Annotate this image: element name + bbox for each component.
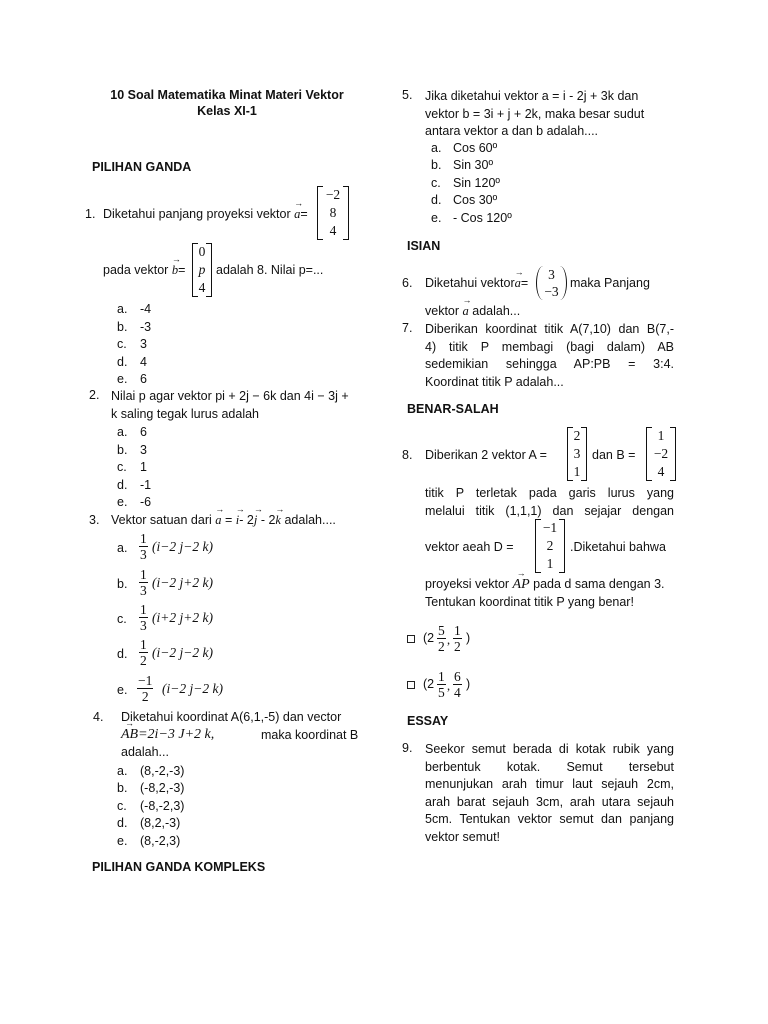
q3-minus2: - 2 bbox=[239, 513, 254, 527]
q8-choice-2-fraction1 bbox=[437, 669, 446, 700]
q6-text-c-label: vektor bbox=[425, 304, 460, 318]
q9-number: 9. bbox=[402, 741, 413, 755]
q3-option-c-expr: (i+2 j+2 k) bbox=[152, 610, 213, 625]
q8-matrix-d bbox=[535, 519, 565, 573]
q9-text bbox=[425, 741, 674, 847]
option-text: -6 bbox=[140, 495, 152, 510]
q8-matrix-b-cell: 4 bbox=[657, 464, 665, 479]
checkbox-icon[interactable] bbox=[407, 681, 415, 689]
q5-option-e[interactable] bbox=[431, 210, 512, 227]
section-pilihan-ganda: PILIHAN GANDA bbox=[92, 160, 192, 174]
q3-text-a: Vektor satuan dari bbox=[111, 513, 212, 527]
option-label: d. bbox=[117, 354, 128, 369]
option-label: e. bbox=[117, 495, 128, 510]
q8-choice-2-suffix: ) bbox=[466, 677, 471, 691]
fraction-denominator: 2 bbox=[141, 689, 149, 704]
q3-option-a-expr: (i−2 j−2 k) bbox=[152, 539, 213, 554]
q8-choice-1-fraction1 bbox=[437, 623, 446, 654]
q1-matrix-b-cell: p bbox=[198, 262, 206, 277]
q8-text-proj bbox=[425, 577, 665, 593]
q5-options bbox=[431, 140, 512, 227]
q8-matrix-b-cell: 1 bbox=[657, 428, 665, 443]
fraction-denominator: 2 bbox=[438, 639, 445, 654]
q3-option-b-expr: (i−2 j+2 k) bbox=[152, 575, 213, 590]
q3-minus2b: - 2 bbox=[260, 513, 276, 527]
q6-matrix bbox=[536, 266, 567, 300]
q5-option-d[interactable] bbox=[431, 192, 512, 209]
q8-matrix-d-cell: −1 bbox=[542, 520, 558, 535]
q6-eq: = bbox=[520, 276, 529, 290]
q2-option-b[interactable] bbox=[117, 442, 151, 460]
q7-line2: 4) titik P membagi (bagi dalam) AB bbox=[425, 339, 674, 354]
option-label: c. bbox=[117, 460, 127, 475]
q1-matrix-a-cell: −2 bbox=[325, 187, 341, 202]
q3-eq: = bbox=[224, 513, 233, 527]
q1-eq-b: = bbox=[178, 263, 186, 277]
fraction-denominator: 3 bbox=[140, 547, 147, 562]
q6-text-d: adalah... bbox=[472, 304, 521, 318]
q2-line1: Nilai p agar vektor pi + 2j − 6k dan 4i − 3j + bbox=[111, 389, 349, 403]
option-text: (8,-2,-3) bbox=[140, 764, 185, 778]
option-text: (8,-2,3) bbox=[140, 833, 181, 848]
q8-text-proj2: pada d sama dengan 3. bbox=[533, 577, 665, 591]
q9-line2: berbentuk kotak. Semut tersebut bbox=[425, 759, 674, 774]
q6-vector-a: → a bbox=[515, 276, 521, 291]
q4-option-a[interactable] bbox=[117, 763, 184, 780]
option-label: d. bbox=[117, 647, 128, 661]
q8-choice-2-fraction2 bbox=[453, 669, 462, 700]
q1-option-a[interactable] bbox=[117, 301, 151, 319]
q9-line5: 5cm. Tentukan vektor semut dan panjang bbox=[425, 812, 674, 827]
q3-vector-j: → j bbox=[254, 513, 257, 528]
option-label: b. bbox=[117, 319, 128, 334]
q6-vector-a2: → a bbox=[463, 304, 469, 319]
q3-vector-k: → k bbox=[275, 513, 281, 528]
option-label: a. bbox=[117, 541, 128, 555]
q1-vector-a: → a bbox=[294, 207, 300, 222]
fraction-numerator: 1 bbox=[454, 623, 461, 638]
q1-text-b-label: pada vektor bbox=[103, 263, 169, 277]
q5-line2: vektor b = 3i + j + 2k, maka besar sudut bbox=[425, 106, 645, 121]
q4-option-d[interactable] bbox=[117, 815, 184, 832]
q8-line2: titik P terletak pada garis lurus yang bbox=[425, 486, 674, 500]
q1-option-c[interactable] bbox=[117, 336, 151, 354]
option-text: Sin 120º bbox=[453, 175, 500, 190]
q8-matrix-a bbox=[567, 427, 587, 481]
checkbox-icon[interactable] bbox=[407, 635, 415, 643]
q3-option-b-fraction bbox=[139, 567, 148, 598]
fraction-numerator: 5 bbox=[438, 623, 445, 638]
fraction-numerator: 1 bbox=[438, 669, 445, 684]
q7-text bbox=[425, 321, 674, 391]
q9-line6: vektor semut! bbox=[425, 829, 501, 844]
section-isian: ISIAN bbox=[407, 239, 441, 253]
fraction-numerator: −1 bbox=[138, 673, 153, 688]
q8-text-d: vektor aeah D = bbox=[425, 540, 514, 554]
option-text: 3 bbox=[140, 442, 147, 457]
q3-number: 3. bbox=[89, 513, 100, 527]
option-label: a. bbox=[431, 141, 442, 155]
option-label: b. bbox=[431, 158, 442, 173]
q8-choice-1-suffix: ) bbox=[466, 631, 471, 645]
q6-matrix-cell: 3 bbox=[548, 267, 555, 282]
q5-number: 5. bbox=[402, 88, 413, 102]
q8-text-proj-label: proyeksi vektor bbox=[425, 577, 510, 591]
option-text: 6 bbox=[140, 425, 147, 439]
option-label: c. bbox=[117, 337, 127, 352]
q8-text-middle bbox=[425, 485, 674, 520]
option-label: c. bbox=[431, 175, 441, 190]
q5-option-c[interactable] bbox=[431, 175, 512, 192]
fraction-denominator: 2 bbox=[454, 639, 461, 654]
section-pilihan-ganda-kompleks: PILIHAN GANDA KOMPLEKS bbox=[92, 860, 266, 874]
fraction-denominator: 2 bbox=[140, 653, 147, 668]
option-text: (-8,2,-3) bbox=[140, 781, 185, 796]
option-text: -4 bbox=[140, 302, 152, 316]
q3-option-d-fraction bbox=[139, 637, 148, 668]
q9-line4: arah barat sejauh 3cm, arah utara sejauh bbox=[425, 794, 674, 809]
q8-choice-2-comma: , bbox=[447, 679, 451, 693]
q4-line3: adalah... bbox=[121, 745, 169, 759]
q7-line1: Diberikan koordinat titik A(7,10) dan B(7,- bbox=[425, 322, 674, 336]
q2-number: 2. bbox=[89, 388, 100, 402]
fraction-denominator: 5 bbox=[438, 685, 445, 700]
q1-option-d[interactable] bbox=[117, 354, 151, 372]
q1-vector-b: → b bbox=[172, 263, 178, 278]
section-benar-salah: BENAR-SALAH bbox=[407, 402, 499, 416]
doc-title bbox=[92, 88, 362, 118]
q4-option-b[interactable] bbox=[117, 780, 184, 797]
q1-number: 1. bbox=[85, 207, 96, 221]
q6-text-a-label: Diketahui vektor bbox=[425, 276, 515, 290]
q1-matrix-a-cell: 4 bbox=[329, 223, 337, 238]
q1-options bbox=[117, 301, 151, 389]
option-label: a. bbox=[117, 302, 128, 316]
q4-line2-tail: maka koordinat B bbox=[261, 728, 359, 742]
q1-option-e[interactable] bbox=[117, 371, 151, 389]
option-label: a. bbox=[117, 425, 128, 439]
q5-line3: antara vektor a dan b adalah.... bbox=[425, 124, 599, 139]
q2-text bbox=[111, 388, 349, 423]
fraction-numerator: 6 bbox=[454, 669, 461, 684]
q9-line1: Seekor semut berada di kotak rubik yang bbox=[425, 742, 674, 756]
q4-expr: =2i−3 J+2 k, bbox=[138, 727, 215, 742]
q1-text-c: adalah 8. Nilai p=... bbox=[216, 263, 324, 277]
option-label: c. bbox=[117, 798, 127, 813]
doc-title-line2: Kelas XI-1 bbox=[197, 104, 257, 118]
q4-options bbox=[117, 763, 184, 850]
q2-option-c[interactable] bbox=[117, 459, 151, 477]
q8-matrix-a-cell: 3 bbox=[573, 446, 581, 461]
q8-text-dan: dan B = bbox=[592, 448, 636, 462]
q8-matrix-b-cell: −2 bbox=[653, 446, 669, 461]
q2-option-e[interactable] bbox=[117, 494, 151, 512]
q6-text-a bbox=[425, 276, 528, 291]
q3-text-b: adalah.... bbox=[284, 513, 336, 527]
option-text: 1 bbox=[140, 460, 147, 475]
q3-option-a-fraction bbox=[139, 531, 148, 562]
option-label: b. bbox=[117, 577, 128, 591]
q1-eq: = bbox=[300, 207, 308, 221]
q5-line1: Jika diketahui vektor a = i - 2j + 3k dan bbox=[425, 89, 639, 103]
q8-choice-2-prefix: (2 bbox=[423, 677, 435, 691]
q1-matrix-a-cell: 8 bbox=[329, 205, 337, 220]
option-label: d. bbox=[431, 193, 442, 208]
option-text: Cos 60º bbox=[453, 141, 498, 155]
q9-line3: menunjukan arah timur laut sejauh 2cm, bbox=[425, 777, 674, 792]
q3-vector-i: → i bbox=[236, 513, 239, 528]
q8-matrix-b bbox=[646, 427, 676, 481]
option-text: 4 bbox=[140, 354, 147, 369]
q6-text-b: maka Panjang bbox=[570, 276, 650, 290]
q8-line3: melalui titik (1,1,1) dan sejajar dengan bbox=[425, 503, 674, 518]
option-text: -3 bbox=[140, 319, 152, 334]
q8-matrix-a-cell: 1 bbox=[573, 464, 581, 479]
option-label: d. bbox=[117, 477, 128, 492]
q4-number: 4. bbox=[93, 710, 104, 724]
q1-text-b bbox=[103, 263, 185, 278]
q1-option-b[interactable] bbox=[117, 319, 151, 337]
q7-line4: Koordinat titik P adalah... bbox=[425, 374, 564, 389]
q1-matrix-b-cell: 0 bbox=[198, 244, 206, 259]
q2-options bbox=[117, 424, 151, 512]
q8-matrix-d-cell: 1 bbox=[546, 556, 554, 571]
doc-title-line1: 10 Soal Matematika Minat Materi Vektor bbox=[110, 88, 344, 102]
q8-choice-1-comma: , bbox=[447, 633, 451, 647]
q8-matrix-d-cell: 2 bbox=[546, 538, 554, 553]
fraction-denominator: 3 bbox=[140, 583, 147, 598]
fraction-numerator: 1 bbox=[140, 567, 147, 582]
option-label: a. bbox=[117, 764, 128, 778]
q3-option-e-expr: (i−2 j−2 k) bbox=[162, 681, 223, 696]
option-text: Sin 30º bbox=[453, 158, 494, 173]
q8-matrix-a-cell: 2 bbox=[573, 428, 581, 443]
q1-matrix-a bbox=[317, 186, 349, 240]
q8-number: 8. bbox=[402, 448, 413, 462]
q4-line1: Diketahui koordinat A(6,1,-5) dan vector bbox=[121, 710, 342, 724]
fraction-denominator: 4 bbox=[454, 685, 461, 700]
q8-choice-1-prefix: (2 bbox=[423, 631, 435, 645]
option-label: e. bbox=[117, 372, 128, 387]
q2-line2: k saling tegak lurus adalah bbox=[111, 406, 260, 421]
q4-option-e[interactable] bbox=[117, 833, 184, 850]
q8-choice-1-fraction2 bbox=[453, 623, 462, 654]
q7-line3: sedemikian sehingga AP:PB = 3:4. bbox=[425, 357, 674, 372]
fraction-numerator: 1 bbox=[140, 531, 147, 546]
option-text: Cos 30º bbox=[453, 193, 498, 208]
fraction-numerator: 1 bbox=[140, 602, 147, 617]
option-label: e. bbox=[117, 833, 128, 848]
q1-text-a-label: Diketahui panjang proyeksi vektor bbox=[103, 207, 291, 221]
fraction-numerator: 1 bbox=[140, 637, 147, 652]
q6-matrix-cell: −3 bbox=[544, 284, 559, 299]
q4-option-c[interactable] bbox=[117, 798, 184, 815]
q2-option-a[interactable] bbox=[117, 424, 151, 442]
q3-text bbox=[111, 513, 336, 528]
option-label: b. bbox=[117, 442, 128, 457]
q3-option-c-fraction bbox=[139, 602, 148, 633]
option-label: b. bbox=[117, 781, 128, 796]
option-text: (-8,-2,3) bbox=[140, 798, 185, 813]
q8-text-d2: .Diketahui bahwa bbox=[570, 540, 666, 554]
section-essay: ESSAY bbox=[407, 714, 449, 728]
q2-option-d[interactable] bbox=[117, 477, 151, 495]
q3-option-e-fraction bbox=[137, 673, 153, 704]
option-text: -1 bbox=[140, 477, 152, 492]
option-text: 6 bbox=[140, 372, 147, 387]
option-label: d. bbox=[117, 816, 128, 831]
option-text: 3 bbox=[140, 337, 147, 352]
q8-text-a: Diberikan 2 vektor A = bbox=[425, 448, 547, 462]
option-text: (8,2,-3) bbox=[140, 816, 181, 831]
q8-vector-ap: → AP bbox=[513, 577, 530, 593]
q5-option-a[interactable] bbox=[431, 140, 512, 157]
option-label: c. bbox=[117, 612, 127, 626]
q6-number: 6. bbox=[402, 276, 413, 290]
q7-number: 7. bbox=[402, 321, 413, 335]
q4-vector-ab: → AB bbox=[121, 727, 138, 743]
fraction-denominator: 3 bbox=[140, 618, 147, 633]
q1-matrix-b bbox=[192, 243, 212, 297]
q4-line2 bbox=[121, 727, 214, 743]
q5-option-b[interactable] bbox=[431, 157, 512, 174]
q5-text bbox=[425, 88, 674, 141]
option-label: e. bbox=[431, 210, 442, 225]
q6-text-c bbox=[425, 304, 520, 319]
q8-line-last: Tentukan koordinat titik P yang benar! bbox=[425, 595, 634, 609]
q3-vector-a: → a bbox=[215, 513, 221, 528]
q1-matrix-b-cell: 4 bbox=[198, 280, 206, 295]
q3-option-d-expr: (i−2 j−2 k) bbox=[152, 645, 213, 660]
option-text: - Cos 120º bbox=[453, 210, 512, 225]
q1-text-a bbox=[103, 207, 308, 222]
option-label: e. bbox=[117, 683, 128, 697]
